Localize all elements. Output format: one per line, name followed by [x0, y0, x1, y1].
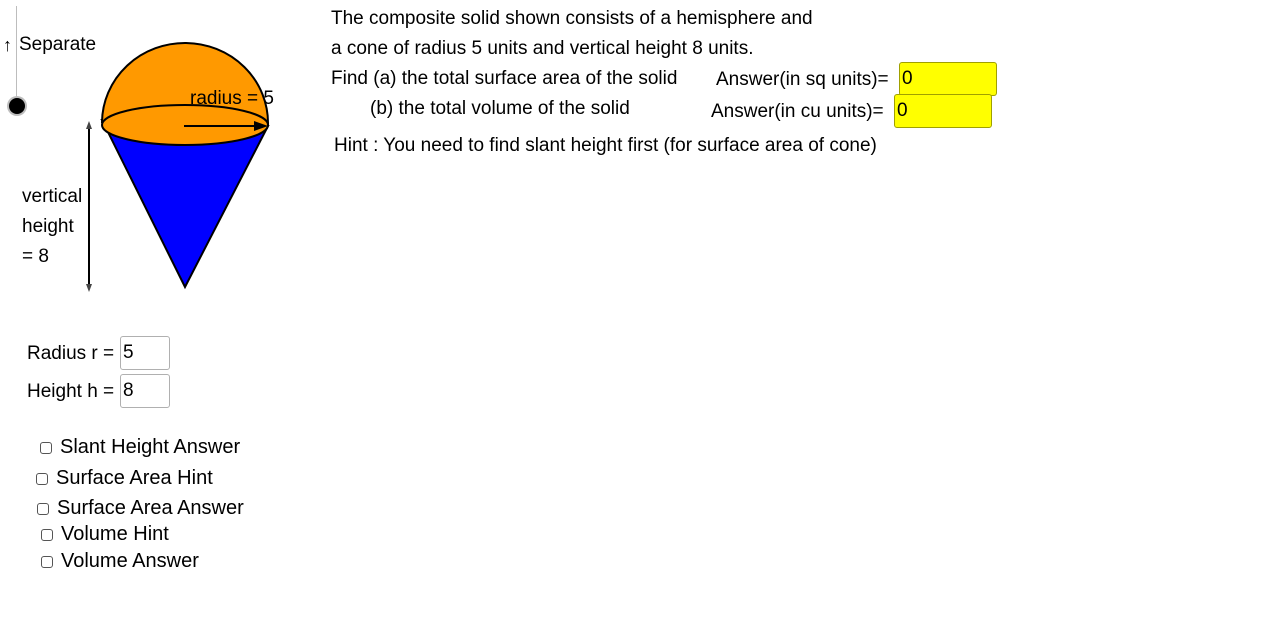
problem-line-1: The composite solid shown consists of a hemisphere and [331, 8, 813, 29]
checkbox-volume-answer[interactable] [41, 550, 199, 573]
checkbox-surface-area-hint[interactable] [36, 467, 213, 490]
volume-answer-label: Answer(in cu units)= [711, 101, 884, 122]
height-input[interactable] [120, 374, 170, 408]
checkbox-slant-height-answer[interactable] [40, 436, 240, 459]
area-answer-label: Answer(in sq units)= [716, 69, 889, 90]
height-label-line1: vertical [22, 186, 83, 207]
height-input-label: Height h = [27, 381, 115, 402]
checkbox-icon[interactable] [41, 529, 53, 541]
area-answer-input[interactable] [899, 62, 997, 96]
checkbox-volume-hint[interactable] [41, 523, 169, 546]
checkbox-icon[interactable] [36, 473, 48, 485]
problem-line-4: (b) the total volume of the solid [370, 98, 630, 119]
volume-answer-input[interactable] [894, 94, 992, 128]
height-label-line3: = 8 [22, 246, 49, 267]
radius-input-label: Radius r = [27, 343, 115, 364]
hint-text: Hint : You need to find slant height first (for surface area of cone) [334, 135, 877, 156]
radius-label: radius = 5 [190, 88, 274, 109]
slider-arrow-icon: ↑ [3, 35, 12, 55]
checkbox-label: Volume Hint [61, 523, 169, 545]
checkbox-icon[interactable] [40, 442, 52, 454]
checkbox-label: Surface Area Hint [56, 467, 213, 489]
checkbox-label: Surface Area Answer [57, 497, 244, 519]
problem-line-3: Find (a) the total surface area of the solid [331, 68, 678, 89]
radius-input[interactable] [120, 336, 170, 370]
checkbox-label: Volume Answer [61, 550, 199, 572]
slider-label: Separate [19, 34, 97, 55]
problem-line-2: a cone of radius 5 units and vertical height 8 units. [331, 38, 754, 59]
checkbox-icon[interactable] [41, 556, 53, 568]
checkbox-label: Slant Height Answer [60, 436, 241, 458]
checkbox-surface-area-answer[interactable] [37, 497, 244, 520]
checkbox-icon[interactable] [37, 503, 49, 515]
height-label-line2: height [22, 216, 74, 237]
